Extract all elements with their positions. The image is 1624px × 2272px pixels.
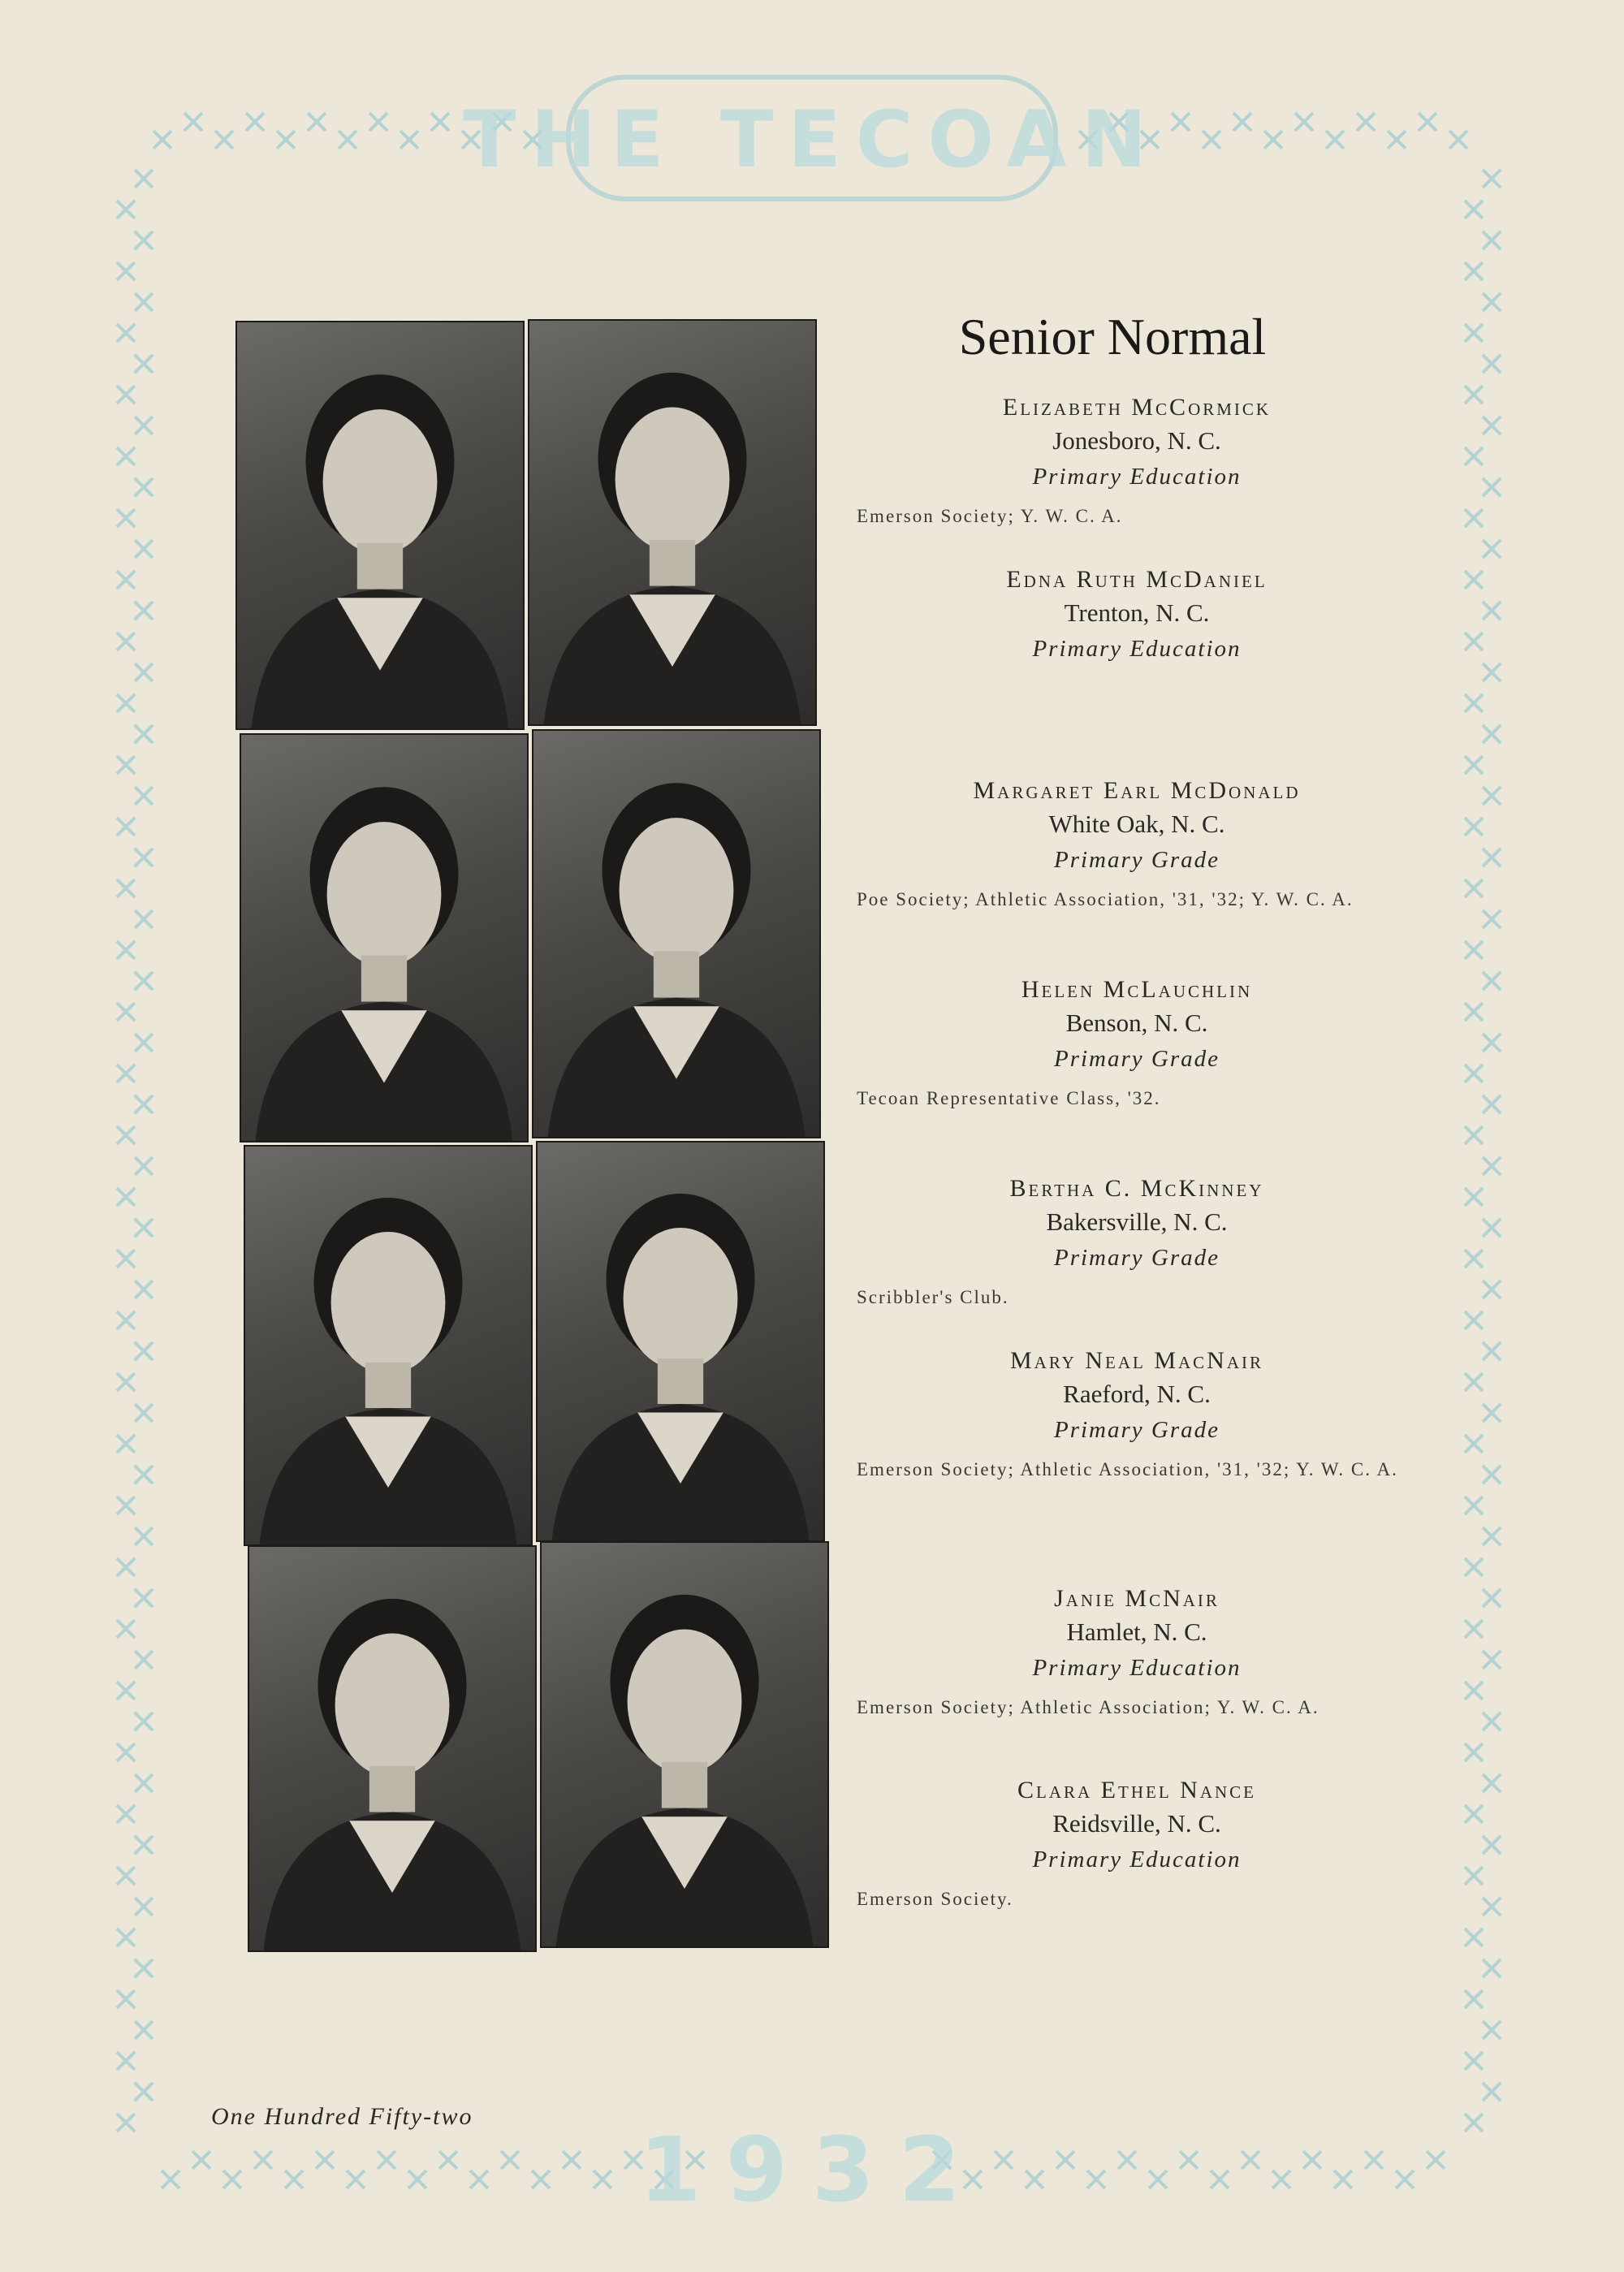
student-activities: Emerson Society; Y. W. C. A. <box>857 506 1123 526</box>
border-x-mark <box>1465 1929 1483 1946</box>
border-x-mark <box>1272 2170 1290 2188</box>
border-x-mark <box>117 1743 135 1761</box>
border-x-mark <box>1465 2114 1483 2132</box>
border-x-mark <box>1483 231 1501 249</box>
border-x-mark <box>117 1250 135 1268</box>
border-x-mark <box>1483 478 1501 496</box>
border-x-mark <box>1396 2170 1414 2188</box>
portrait-clara-ethel-nance <box>540 1541 829 1948</box>
student-entry <box>861 976 1413 1073</box>
border-x-mark <box>135 1095 153 1113</box>
student-name: Bertha C. McKinney <box>1009 1175 1264 1202</box>
border-x-mark <box>135 787 153 805</box>
border-x-mark <box>1483 725 1501 743</box>
border-x-mark <box>277 131 295 149</box>
border-x-mark <box>135 1774 153 1792</box>
border-x-mark <box>1465 262 1483 280</box>
portrait-silhouette <box>245 1147 531 1544</box>
border-x-mark <box>117 571 135 589</box>
border-x-mark <box>1357 113 1375 131</box>
border-x-mark <box>117 2052 135 2070</box>
border-x-mark <box>117 447 135 465</box>
border-x-mark <box>135 231 153 249</box>
border-x-mark <box>1465 694 1483 712</box>
border-x-mark <box>1483 972 1501 990</box>
border-x-mark <box>1483 417 1501 434</box>
student-course: Primary Education <box>1032 1655 1242 1681</box>
border-x-mark <box>1427 2151 1445 2169</box>
border-x-mark <box>135 1281 153 1298</box>
border-x-mark <box>1087 2170 1105 2188</box>
border-x-mark <box>1465 1805 1483 1823</box>
border-x-mark <box>117 386 135 404</box>
border-x-mark <box>1334 2170 1352 2188</box>
border-x-mark <box>117 324 135 342</box>
border-x-mark <box>1483 1527 1501 1545</box>
border-x-mark <box>135 972 153 990</box>
border-x-mark <box>1483 1713 1501 1730</box>
border-x-mark <box>135 1034 153 1052</box>
student-town: Bakersville, N. C. <box>1046 1207 1228 1236</box>
border-x-mark <box>117 262 135 280</box>
border-x-mark <box>1483 540 1501 558</box>
border-x-mark <box>117 1620 135 1638</box>
border-x-mark <box>1465 1188 1483 1206</box>
border-x-mark <box>135 1651 153 1669</box>
border-x-mark <box>1465 509 1483 527</box>
student-activities: Emerson Society; Athletic Association, '31, '32; Y. W. C. A. <box>857 1459 1398 1479</box>
student-entry <box>861 1777 1413 1873</box>
border-x-mark <box>563 2151 581 2169</box>
border-x-mark <box>135 540 153 558</box>
border-x-mark <box>246 113 264 131</box>
border-x-mark <box>995 2151 1013 2169</box>
border-x-mark <box>378 2151 395 2169</box>
border-x-mark <box>400 131 418 149</box>
border-x-mark <box>162 2170 179 2188</box>
student-town: Reidsville, N. C. <box>1052 1809 1221 1838</box>
border-x-mark <box>135 849 153 866</box>
border-x-mark <box>1465 201 1483 218</box>
student-course: Primary Grade <box>1053 1245 1220 1271</box>
portrait-silhouette <box>237 322 523 728</box>
border-x-mark <box>135 293 153 311</box>
border-x-mark <box>1483 1342 1501 1360</box>
border-x-mark <box>1180 2151 1198 2169</box>
border-x-mark <box>1483 2021 1501 2039</box>
border-x-mark <box>1465 941 1483 959</box>
border-x-mark <box>1465 2052 1483 2070</box>
border-x-mark <box>1483 1034 1501 1052</box>
border-x-mark <box>117 509 135 527</box>
student-name: Margaret Earl McDonald <box>973 777 1301 804</box>
portrait-margaret-earl-mcdonald <box>240 733 529 1142</box>
border-x-mark <box>1465 1435 1483 1453</box>
border-x-mark <box>1465 1558 1483 1576</box>
border-x-mark <box>117 879 135 897</box>
border-x-mark <box>1465 1497 1483 1514</box>
border-x-mark <box>117 756 135 774</box>
border-x-mark <box>1483 787 1501 805</box>
border-x-mark <box>135 910 153 928</box>
border-x-mark <box>1465 633 1483 650</box>
border-x-mark <box>1483 602 1501 620</box>
student-name: Mary Neal MacNair <box>1009 1347 1264 1374</box>
border-x-mark <box>1483 910 1501 928</box>
portrait-janie-mcnair <box>248 1545 537 1952</box>
border-x-mark <box>1483 849 1501 866</box>
border-x-mark <box>117 941 135 959</box>
student-name: Helen McLauchlin <box>1021 976 1253 1003</box>
portrait-silhouette <box>241 735 527 1141</box>
border-x-mark <box>1264 131 1282 149</box>
border-x-mark <box>1172 113 1190 131</box>
border-x-mark <box>1465 1373 1483 1391</box>
border-x-mark <box>431 113 449 131</box>
border-x-mark <box>347 2170 365 2188</box>
border-x-mark <box>117 1311 135 1329</box>
border-x-mark <box>1483 1466 1501 1484</box>
student-activities: Emerson Society; Athletic Association; Y. W. C. A. <box>857 1697 1320 1717</box>
portrait-silhouette <box>529 321 815 724</box>
border-x-mark <box>135 2021 153 2039</box>
portrait-mary-neal-macnair <box>536 1141 825 1542</box>
border-x-mark <box>117 201 135 218</box>
student-activities: Tecoan Representative Class, '32. <box>857 1088 1161 1108</box>
student-name: Elizabeth McCormick <box>1002 394 1272 421</box>
border-x-mark <box>1365 2151 1383 2169</box>
page-number: One Hundred Fifty-two <box>211 2103 473 2130</box>
portrait-silhouette <box>542 1543 827 1946</box>
portrait-helen-mclauchlin <box>532 729 821 1138</box>
border-x-mark <box>1465 571 1483 589</box>
border-x-mark <box>117 694 135 712</box>
border-x-mark <box>1465 1682 1483 1700</box>
border-x-mark <box>135 478 153 496</box>
border-x-mark <box>135 602 153 620</box>
border-x-mark <box>135 417 153 434</box>
border-x-mark <box>117 1990 135 2008</box>
border-x-mark <box>1449 131 1467 149</box>
border-x-mark <box>1465 1743 1483 1761</box>
border-x-mark <box>1233 113 1251 131</box>
border-x-mark <box>117 1929 135 1946</box>
border-x-mark <box>1465 1620 1483 1638</box>
border-x-mark <box>501 2151 519 2169</box>
student-entry <box>861 777 1413 874</box>
border-x-mark <box>1483 1589 1501 1607</box>
border-x-mark <box>1465 1990 1483 2008</box>
border-x-mark <box>117 1867 135 1885</box>
border-x-mark <box>1483 1157 1501 1175</box>
border-x-mark <box>135 1898 153 1916</box>
border-x-mark <box>1465 756 1483 774</box>
border-x-mark <box>117 1435 135 1453</box>
border-x-mark <box>1465 1003 1483 1021</box>
student-town: Benson, N. C. <box>1065 1009 1208 1037</box>
border-x-mark <box>1056 2151 1074 2169</box>
border-x-mark <box>1483 293 1501 311</box>
border-x-mark <box>1483 1836 1501 1854</box>
border-x-mark <box>1465 447 1483 465</box>
border-x-mark <box>135 1466 153 1484</box>
border-x-mark <box>1388 131 1406 149</box>
border-x-mark <box>1465 1126 1483 1144</box>
border-x-mark <box>369 113 387 131</box>
section-title: Senior Normal <box>958 308 1267 365</box>
border-x-mark <box>1026 2170 1043 2188</box>
student-town: Hamlet, N. C. <box>1066 1618 1207 1646</box>
border-x-mark <box>117 818 135 836</box>
border-x-mark <box>117 1003 135 1021</box>
border-x-mark <box>1465 1867 1483 1885</box>
portrait-grid <box>235 321 832 1953</box>
border-x-mark <box>1326 131 1344 149</box>
border-x-mark <box>117 1558 135 1576</box>
border-x-mark <box>1483 1095 1501 1113</box>
portrait-silhouette <box>249 1547 535 1950</box>
border-x-mark <box>135 1713 153 1730</box>
border-x-mark <box>135 1342 153 1360</box>
border-x-mark <box>135 1404 153 1422</box>
border-x-mark <box>135 355 153 373</box>
student-course: Primary Grade <box>1053 847 1220 873</box>
border-x-mark <box>1465 1065 1483 1082</box>
border-x-mark <box>1465 1311 1483 1329</box>
border-x-mark <box>1303 2151 1321 2169</box>
border-x-mark <box>1483 170 1501 188</box>
border-x-mark <box>1465 1250 1483 1268</box>
border-x-mark <box>316 2151 334 2169</box>
border-x-mark <box>1203 131 1220 149</box>
border-x-mark <box>1483 1774 1501 1792</box>
student-town: Raeford, N. C. <box>1063 1380 1211 1408</box>
border-x-mark <box>117 1682 135 1700</box>
border-x-mark <box>1465 818 1483 836</box>
border-x-mark <box>192 2151 210 2169</box>
student-activities: Emerson Society. <box>857 1889 1013 1909</box>
border-x-mark <box>135 2083 153 2101</box>
border-x-mark <box>117 1373 135 1391</box>
border-x-mark <box>1211 2170 1229 2188</box>
border-x-mark <box>1483 663 1501 681</box>
border-x-mark <box>117 633 135 650</box>
border-x-mark <box>184 113 202 131</box>
border-x-mark <box>254 2151 272 2169</box>
student-entry <box>861 1585 1413 1682</box>
portrait-elizabeth-mccormick <box>235 321 525 730</box>
student-activities: Scribbler's Club. <box>857 1287 1009 1307</box>
border-x-mark <box>1483 1219 1501 1237</box>
student-entry <box>861 566 1413 663</box>
border-x-mark <box>470 2170 488 2188</box>
border-x-mark <box>1465 879 1483 897</box>
border-x-mark <box>117 1065 135 1082</box>
border-x-mark <box>1483 355 1501 373</box>
border-x-mark <box>135 1527 153 1545</box>
border-x-mark <box>532 2170 550 2188</box>
border-x-mark <box>1483 1281 1501 1298</box>
border-x-mark <box>117 2114 135 2132</box>
border-x-mark <box>1295 113 1313 131</box>
border-x-mark <box>1118 2151 1136 2169</box>
border-x-mark <box>1483 2083 1501 2101</box>
border-x-mark <box>135 1836 153 1854</box>
portrait-bertha-mckinney <box>244 1145 533 1546</box>
footer-year: 1932 <box>638 2118 986 2222</box>
border-x-mark <box>1483 1898 1501 1916</box>
border-x-mark <box>135 1157 153 1175</box>
border-x-mark <box>1465 386 1483 404</box>
student-entry <box>861 1347 1413 1444</box>
student-town: Jonesboro, N. C. <box>1052 426 1221 455</box>
header-banner: THE TECOAN <box>462 94 1162 185</box>
border-x-mark <box>135 725 153 743</box>
student-course: Primary Education <box>1032 1847 1242 1872</box>
student-course: Primary Grade <box>1053 1417 1220 1443</box>
portrait-edna-ruth-mcdaniel <box>528 319 817 726</box>
border-x-mark <box>117 1126 135 1144</box>
border-x-mark <box>439 2151 457 2169</box>
border-x-mark <box>135 1959 153 1977</box>
border-x-mark <box>223 2170 241 2188</box>
border-x-mark <box>215 131 233 149</box>
border-x-mark <box>1419 113 1436 131</box>
student-course: Primary Education <box>1032 464 1242 490</box>
border-x-mark <box>1483 1404 1501 1422</box>
student-name: Clara Ethel Nance <box>1017 1777 1256 1803</box>
portrait-silhouette <box>533 731 819 1137</box>
student-course: Primary Education <box>1032 636 1242 662</box>
border-x-mark <box>117 1188 135 1206</box>
portrait-silhouette <box>538 1142 823 1540</box>
border-x-mark <box>117 1805 135 1823</box>
student-course: Primary Grade <box>1053 1046 1220 1072</box>
border-x-mark <box>117 1497 135 1514</box>
student-entry <box>861 394 1413 490</box>
student-name: Janie McNair <box>1054 1585 1220 1612</box>
border-x-mark <box>594 2170 611 2188</box>
border-x-mark <box>1149 2170 1167 2188</box>
student-name: Edna Ruth McDaniel <box>1006 566 1268 593</box>
border-x-mark <box>1465 324 1483 342</box>
border-x-mark <box>1483 1959 1501 1977</box>
border-x-mark <box>285 2170 303 2188</box>
student-town: White Oak, N. C. <box>1048 810 1225 838</box>
border-x-mark <box>135 663 153 681</box>
border-x-mark <box>308 113 326 131</box>
border-x-mark <box>153 131 171 149</box>
student-town: Trenton, N. C. <box>1064 598 1210 627</box>
border-x-mark <box>1483 1651 1501 1669</box>
student-activities: Poe Society; Athletic Association, '31, '32; Y. W. C. A. <box>857 889 1354 909</box>
border-x-mark <box>339 131 356 149</box>
border-x-mark <box>135 170 153 188</box>
border-x-mark <box>408 2170 426 2188</box>
border-x-mark <box>1242 2151 1259 2169</box>
student-entry <box>861 1175 1413 1272</box>
border-x-mark <box>135 1589 153 1607</box>
border-x-mark <box>135 1219 153 1237</box>
